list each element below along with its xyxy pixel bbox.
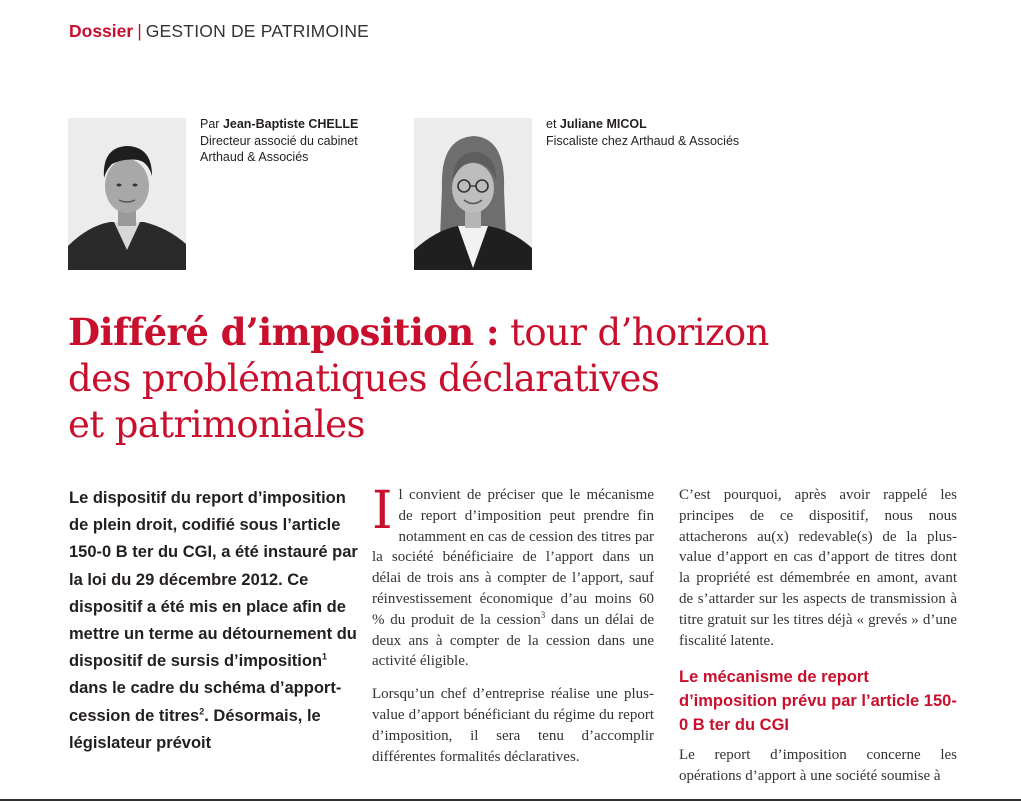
article-title [68,309,828,448]
author-info-micol [546,116,739,149]
paragraph [372,481,654,672]
header-dossier-label: Dossier [69,21,134,41]
title-bold-part: Différé d’imposition : [68,310,499,354]
bottom-divider [0,799,1021,801]
lead-text-1: Le dispositif du report d’imposition de plein droit, codifié sous l’article 150-0 B ter du CGI, a été instauré par la loi du 29 décembre 2012. Ce dispositif a été mis en place afin de mettre un terme au détournement du dispositif de sursis d’imposition [69,489,358,671]
lead-text-2: dans le cadre du schéma d’apport-cession de titres [69,679,342,725]
title-line3: et patrimoniales [68,403,365,446]
footnote-ref-3: 3 [540,609,546,620]
author-firm: Arthaud & Associés [200,150,309,164]
footnote-ref-1: 1 [322,651,328,662]
paragraph-text: l convient de préciser que le mécanisme de report d’imposition peut prendre fin notamment en cas de cession des titres par la société bénéficiaire de l’apport dans un délai de trois ans à compter de l’apport, sauf réinvestissement économique d’au moins 60 % du produit de la cession [372,487,654,628]
article-lead [69,485,359,757]
paragraph-text: dans un délai de deux ans à compter de la cession dans une activité éligible. [372,611,654,670]
author-info-chelle [200,116,358,166]
title-line1-rest: tour d’horizon [510,311,769,354]
author-role: Fiscaliste chez Arthaud & Associés [546,133,740,148]
lead-text-3: . Désormais, le législateur prévoit [69,706,321,752]
author-prefix: Par [200,117,220,131]
author-photo-chelle [68,118,186,270]
paragraph: Le report d’imposition concerne les opérations d’apport à une société soumise à [679,747,957,785]
drop-cap: I [372,481,393,541]
author-role: Directeur associé du cabinet [200,133,358,148]
body-column-2 [679,485,957,799]
header-separator: | [137,21,142,41]
header-section-label: GESTION DE PATRIMOINE [145,21,370,41]
title-line2: des problématiques déclaratives [68,357,660,400]
author-photo-micol [414,118,532,270]
author-prefix: et [546,117,557,131]
page-header [69,20,369,42]
body-column-1 [372,481,654,779]
paragraph: C’est pourquoi, après avoir rappelé les principes de ce dispositif, nous nous attacherons au(x) redevable(s) de la plus-value d’apport en cas d’apport de titres dont la propriété est démembrée en amont, avant de s’attarder sur les aspects de transmission à titre gratuit sur les titres déjà « grevés » d’une fiscalité latente. [679,487,957,649]
section-subheading: Le mécanisme de report d’imposition prévu par l’article 150-0 B ter du CGI [679,668,957,735]
author-name: Juliane MICOL [559,117,647,131]
paragraph: Lorsqu’un chef d’entreprise réalise une plus-value d’apport bénéficiant du régime du report d’imposition, il sera tenu d’accomplir différentes formalités déclaratives. [372,686,654,765]
footnote-ref-2: 2 [199,706,205,717]
author-name: Jean-Baptiste CHELLE [222,117,359,131]
